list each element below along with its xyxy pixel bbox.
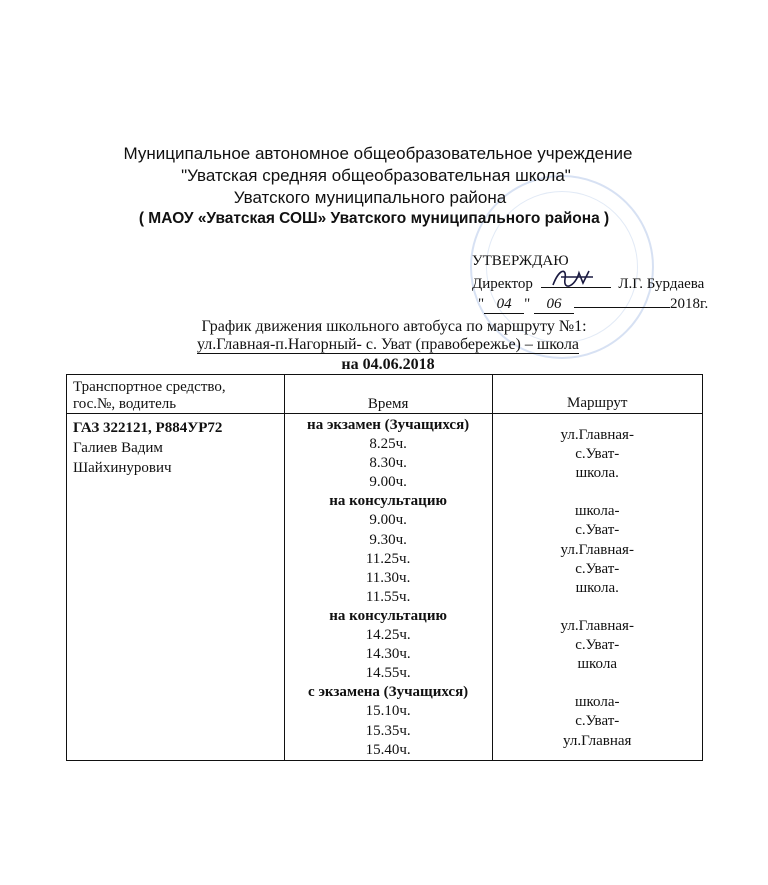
- table-header-row: [67, 375, 703, 414]
- time-entry: 9.00ч.: [369, 512, 407, 529]
- time-entry: 14.25ч.: [365, 627, 411, 644]
- route-entry: с.Уват-: [575, 522, 620, 539]
- section-title: с экзамена (Зучащихся): [308, 684, 469, 701]
- driver-name-2: Шайхинурович: [73, 460, 172, 476]
- route-entry: ул.Главная: [563, 732, 632, 749]
- header-line-4: ( МАОУ «Уватская СОШ» Уватского муниципального района ): [138, 210, 610, 227]
- header-vehicle: [67, 375, 285, 414]
- route-gap: [493, 674, 703, 693]
- route-gap: [493, 598, 703, 617]
- route-entry: с.Уват-: [575, 713, 620, 730]
- time-entry: 14.30ч.: [365, 646, 411, 663]
- route-entry: школа: [577, 656, 618, 673]
- header-vehicle-text: [73, 379, 226, 413]
- table-row: [67, 414, 703, 761]
- header-line-2: "Уватская средняя общеобразовательная школа": [181, 166, 571, 185]
- route-gap: [493, 483, 703, 502]
- route-entry: школа-: [574, 694, 620, 711]
- director-line: [472, 275, 704, 293]
- route-entry: школа.: [575, 465, 619, 482]
- header-time-label: Время: [367, 396, 409, 412]
- route-entry: с.Уват-: [575, 560, 620, 577]
- route-entry: ул.Главная-: [560, 541, 634, 558]
- quote-close: ": [524, 296, 531, 312]
- route-entry: ул.Главная-: [560, 617, 634, 634]
- approve-word: УТВЕРЖДАЮ: [472, 253, 569, 269]
- approval-year-blank: [574, 307, 670, 308]
- route-entry: школа.: [575, 579, 619, 596]
- header-vehicle-line2: гос.№, водитель: [73, 396, 177, 412]
- vehicle-cell: [67, 414, 285, 761]
- time-cell: [284, 414, 492, 761]
- section-title: на консультацию: [329, 493, 447, 510]
- header-line-1: Муниципальное автономное общеобразовательное учреждение: [123, 144, 633, 163]
- time-entry: 15.40ч.: [365, 741, 411, 758]
- time-entry: 9.00ч.: [369, 474, 407, 491]
- route-entry: школа-: [574, 503, 620, 520]
- schedule-route-title: [4, 336, 768, 354]
- time-entry: 11.25ч.: [365, 550, 411, 567]
- time-entry: 9.30ч.: [369, 531, 407, 548]
- route-title-text: ул.Главная-п.Нагорный- с. Уват (правобережье) – школа: [196, 336, 580, 353]
- time-entry: 11.30ч.: [365, 569, 411, 586]
- approval-day: 04: [484, 296, 524, 314]
- header-time: [284, 375, 492, 414]
- director-label: Директор: [472, 276, 533, 292]
- route-entry: ул.Главная-: [560, 427, 634, 443]
- time-list: [285, 414, 492, 760]
- signature-line: [541, 275, 611, 288]
- route-cell: [492, 414, 703, 761]
- director-name: Л.Г. Бурдаева: [618, 276, 705, 292]
- section-title: на экзамен (Зучащихся): [307, 417, 470, 433]
- route-entry: с.Уват-: [575, 446, 620, 463]
- time-entry: 15.35ч.: [365, 722, 411, 739]
- vehicle-plate: ГАЗ 322121, Р884УР72: [73, 420, 223, 436]
- schedule-title: График движения школьного автобуса по маршруту №1:: [201, 318, 587, 335]
- approval-date: [478, 296, 708, 314]
- driver-name-1: Галиев Вадим: [73, 440, 163, 456]
- time-entry: 11.55ч.: [365, 588, 411, 605]
- quote-open: ": [478, 296, 485, 312]
- time-entry: 8.30ч.: [369, 455, 407, 472]
- time-entry: 8.25ч.: [369, 436, 407, 453]
- signature-icon: [549, 265, 597, 291]
- schedule-date: на 04.06.2018: [341, 356, 435, 373]
- approval-month: 06: [534, 296, 574, 314]
- time-entry: 15.10ч.: [365, 703, 411, 720]
- schedule-table: [66, 374, 703, 761]
- time-entry: 14.55ч.: [365, 665, 411, 682]
- header-route-label: Маршрут: [567, 395, 628, 411]
- section-title: на консультацию: [329, 607, 447, 624]
- route-list: [493, 414, 703, 751]
- header-route: [492, 375, 703, 414]
- header-line-3: Уватского муниципального района: [233, 188, 507, 207]
- header-vehicle-line1: Транспортное средство,: [73, 379, 226, 395]
- route-entry: с.Уват-: [575, 637, 620, 654]
- approval-year: 2018г.: [670, 296, 709, 312]
